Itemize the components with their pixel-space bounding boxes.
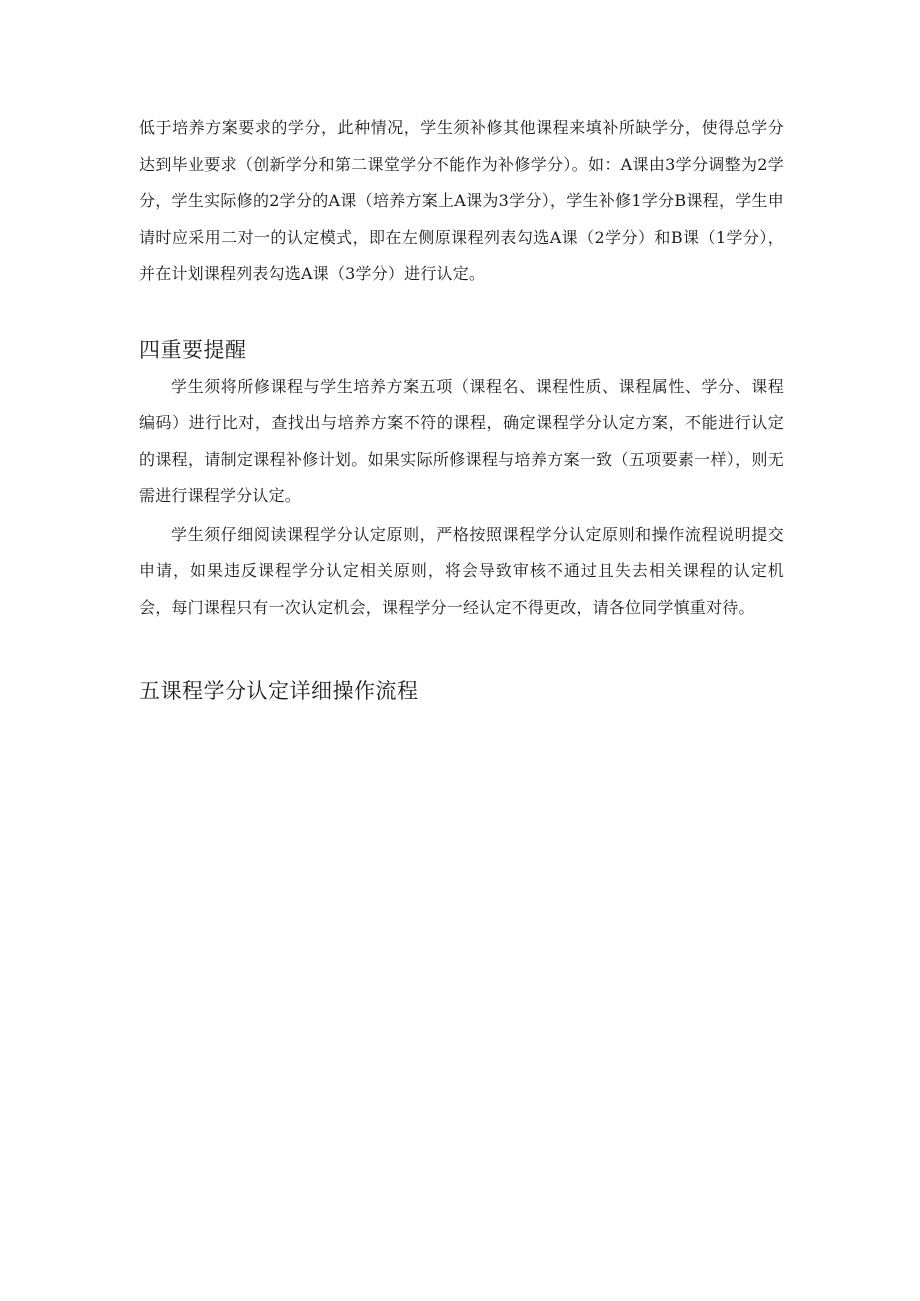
section-5-heading: 五课程学分认定详细操作流程 — [139, 679, 419, 703]
section-4-heading: 四重要提醒 — [139, 337, 247, 362]
section-4-paragraph-2: 学生须仔细阅读课程学分认定原则，严格按照课程学分认定原则和操作流程说明提交申请，如果违反课程学分认定相关原则，将会导致审核不通过且失去相关课程的认定机会，每门课程只有一次认定机会，课程学分一经认定不得更改，请各位同学慎重对待。 — [139, 524, 784, 617]
section-4-paragraph-1: 学生须将所修课程与学生培养方案五项（课程名、课程性质、课程属性、学分、课程编码）进行比对，查找出与培养方案不符的课程，确定课程学分认定方案，不能进行认定的课程，请制定课程补修计划。如果实际所修课程与培养方案一致（五项要素一样），则无需进行课程学分认定。 — [139, 376, 784, 505]
section-3-continuation-paragraph: 低于培养方案要求的学分，此种情况，学生须补修其他课程来填补所缺学分，使得总学分达到毕业要求（创新学分和第二课堂学分不能作为补修学分）。如：A课由3学分调整为2学分，学生实际修的2学分的A课（培养方案上A课为3学分），学生补修1学分B课程，学生申请时应采用二对一的认定模式，即在左侧原课程列表勾选A课（2学分）和B课（1学分），并在计划课程列表勾选A课（3学分）进行认定。 — [139, 118, 784, 283]
document-page — [139, 110, 784, 706]
